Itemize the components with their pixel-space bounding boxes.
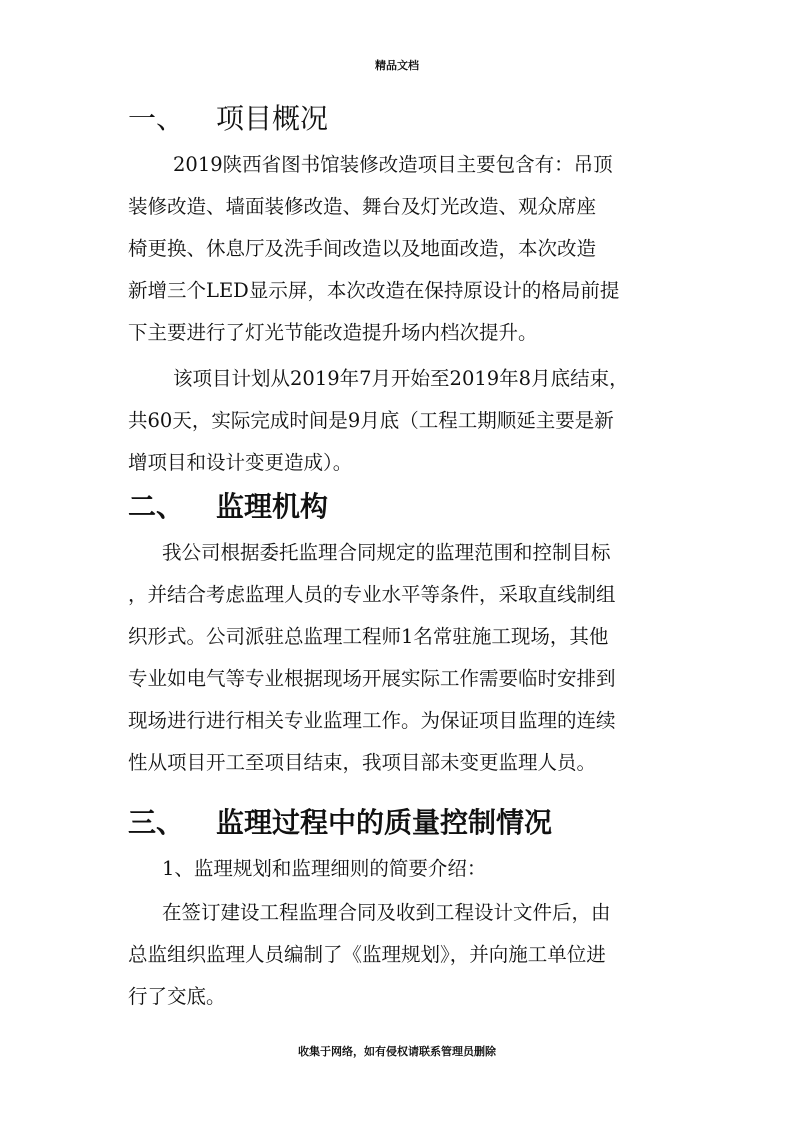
paragraph bbox=[128, 144, 668, 354]
section-heading-2 bbox=[128, 487, 328, 527]
paragraph bbox=[128, 532, 668, 784]
section-number: 三、 bbox=[128, 806, 185, 839]
section-title: 项目概况 bbox=[216, 102, 329, 135]
text-line: 现场进行进行相关专业监理工作。为保证项目监理的连续 bbox=[128, 709, 616, 732]
text-line: 新增三个LED显示屏，本次改造在保持原设计的格局前提 bbox=[128, 279, 620, 302]
footer-note: 收集于网络，如有侵权请联系管理员删除 bbox=[298, 1045, 496, 1058]
text-line: 性从项目开工至项目结束，我项目部未变更监理人员。 bbox=[128, 751, 597, 774]
section-heading-3 bbox=[128, 803, 552, 843]
subheading-text: 1、监理规划和监理细则的简要介绍： bbox=[162, 857, 487, 880]
text-line: 共60天，实际完成时间是9月底（工程工期顺延主要是新 bbox=[128, 409, 614, 432]
text-line: 在签订建设工程监理合同及收到工程设计文件后，由 bbox=[162, 901, 611, 924]
text-line: 总监组织监理人员编制了《监理规划》，并向施工单位进 bbox=[128, 943, 606, 966]
section-heading-1 bbox=[128, 99, 328, 139]
text-line: 2019陕西省图书馆装修改造项目主要包含有：吊顶 bbox=[173, 153, 613, 176]
text-line: 椅更换、休息厅及洗手间改造以及地面改造，本次改造 bbox=[128, 237, 597, 260]
text-line: ，并结合考虑监理人员的专业水平等条件，采取直线制组 bbox=[128, 583, 616, 606]
text-line: 专业如电气等专业根据现场开展实际工作需要临时安排到 bbox=[128, 667, 616, 690]
header-note: 精品文档 bbox=[375, 59, 419, 72]
paragraph bbox=[128, 358, 668, 484]
text-line: 下主要进行了灯光节能改造提升场内档次提升。 bbox=[128, 321, 538, 344]
section-title: 监理机构 bbox=[216, 490, 329, 523]
text-line: 增项目和设计变更造成）。 bbox=[128, 451, 353, 474]
text-line: 行了交底。 bbox=[128, 985, 226, 1008]
text-line: 我公司根据委托监理合同规定的监理范围和控制目标 bbox=[162, 541, 611, 564]
section-number: 二、 bbox=[128, 490, 185, 523]
text-line: 该项目计划从2019年7月开始至2019年8月底结束， bbox=[173, 367, 629, 390]
text-line: 织形式。公司派驻总监理工程师1名常驻施工现场，其他 bbox=[128, 625, 609, 648]
text-line: 装修改造、墙面装修改造、舞台及灯光改造、观众席座 bbox=[128, 195, 597, 218]
subheading bbox=[128, 848, 668, 890]
paragraph bbox=[128, 892, 668, 1018]
section-number: 一、 bbox=[128, 102, 185, 135]
section-title: 监理过程中的质量控制情况 bbox=[216, 806, 553, 839]
